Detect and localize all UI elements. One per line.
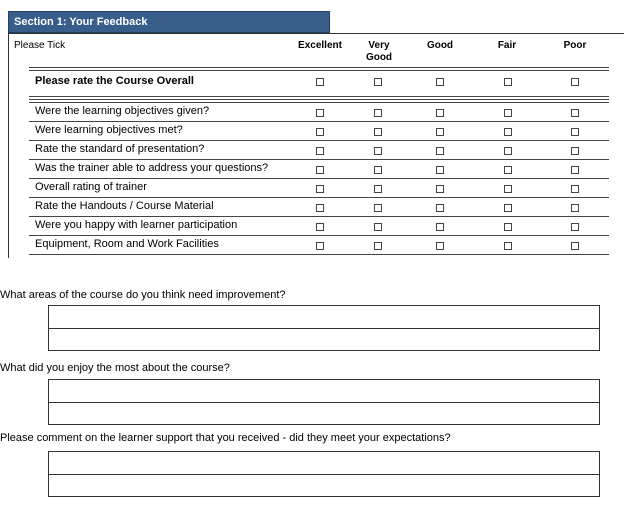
rating-checkbox-very-good[interactable]: [374, 166, 382, 174]
question-label: Were learning objectives met?: [35, 124, 183, 136]
rating-checkbox-good[interactable]: [436, 204, 444, 212]
answer-box[interactable]: [48, 451, 600, 497]
rating-checkbox-fair[interactable]: [504, 242, 512, 250]
question-label: Rate the standard of presentation?: [35, 143, 205, 155]
overall-checkbox-good[interactable]: [436, 78, 444, 86]
rating-checkbox-poor[interactable]: [571, 147, 579, 155]
column-header-excellent: Excellent: [298, 40, 342, 51]
answer-divider: [49, 474, 599, 475]
rating-checkbox-fair[interactable]: [504, 128, 512, 136]
rating-checkbox-excellent[interactable]: [316, 204, 324, 212]
rating-checkbox-poor[interactable]: [571, 223, 579, 231]
rating-checkbox-poor[interactable]: [571, 128, 579, 136]
rating-checkbox-good[interactable]: [436, 128, 444, 136]
rating-checkbox-very-good[interactable]: [374, 223, 382, 231]
question-label: Was the trainer able to address your questions?: [35, 162, 269, 174]
question-label: Equipment, Room and Work Facilities: [35, 238, 219, 250]
rating-checkbox-excellent[interactable]: [316, 166, 324, 174]
rating-checkbox-very-good[interactable]: [374, 242, 382, 250]
rating-checkbox-fair[interactable]: [504, 185, 512, 193]
rating-checkbox-excellent[interactable]: [316, 223, 324, 231]
rating-checkbox-good[interactable]: [436, 166, 444, 174]
rating-checkbox-excellent[interactable]: [316, 185, 324, 193]
table-left-border: [8, 33, 9, 258]
rating-checkbox-poor[interactable]: [571, 242, 579, 250]
rating-checkbox-poor[interactable]: [571, 166, 579, 174]
rating-checkbox-fair[interactable]: [504, 109, 512, 117]
open-question-label: What areas of the course do you think need improvement?: [0, 289, 286, 301]
rating-checkbox-very-good[interactable]: [374, 204, 382, 212]
open-question-label: Please comment on the learner support that you received - did they meet your expectations?: [0, 432, 451, 444]
rating-checkbox-very-good[interactable]: [374, 185, 382, 193]
rating-checkbox-very-good[interactable]: [374, 109, 382, 117]
rating-checkbox-very-good[interactable]: [374, 128, 382, 136]
rating-checkbox-fair[interactable]: [504, 223, 512, 231]
rating-checkbox-good[interactable]: [436, 109, 444, 117]
answer-box[interactable]: [48, 379, 600, 425]
column-header-poor: Poor: [563, 40, 587, 51]
rating-checkbox-good[interactable]: [436, 223, 444, 231]
overall-rating-label: Please rate the Course Overall: [35, 75, 194, 87]
rating-checkbox-excellent[interactable]: [316, 128, 324, 136]
rating-checkbox-good[interactable]: [436, 147, 444, 155]
row-rule: [29, 254, 609, 255]
column-header-fair: Fair: [497, 40, 517, 51]
question-label: Rate the Handouts / Course Material: [35, 200, 214, 212]
instruction-text: Please Tick: [14, 40, 66, 51]
rating-checkbox-fair[interactable]: [504, 166, 512, 174]
column-header-good: Good: [426, 40, 454, 51]
rating-checkbox-excellent[interactable]: [316, 147, 324, 155]
answer-divider: [49, 328, 599, 329]
rating-checkbox-poor[interactable]: [571, 185, 579, 193]
section-header: [8, 11, 330, 33]
question-label: Were you happy with learner participation: [35, 219, 238, 231]
overall-checkbox-excellent[interactable]: [316, 78, 324, 86]
rating-checkbox-good[interactable]: [436, 185, 444, 193]
rating-checkbox-poor[interactable]: [571, 109, 579, 117]
overall-top-rule: [29, 67, 609, 71]
question-label: Overall rating of trainer: [35, 181, 147, 193]
overall-checkbox-poor[interactable]: [571, 78, 579, 86]
section-title: Section 1: Your Feedback: [14, 16, 148, 28]
open-question-label: What did you enjoy the most about the course?: [0, 362, 230, 374]
overall-bottom-rule: [29, 96, 609, 100]
rating-checkbox-fair[interactable]: [504, 204, 512, 212]
question-label: Were the learning objectives given?: [35, 105, 210, 117]
rating-checkbox-fair[interactable]: [504, 147, 512, 155]
answer-divider: [49, 402, 599, 403]
answer-box[interactable]: [48, 305, 600, 351]
overall-checkbox-very-good[interactable]: [374, 78, 382, 86]
rating-checkbox-very-good[interactable]: [374, 147, 382, 155]
rating-checkbox-good[interactable]: [436, 242, 444, 250]
table-top-border: [8, 33, 624, 34]
column-header-very-good: Very Good: [365, 40, 393, 63]
rating-checkbox-excellent[interactable]: [316, 109, 324, 117]
rating-checkbox-excellent[interactable]: [316, 242, 324, 250]
overall-checkbox-fair[interactable]: [504, 78, 512, 86]
rating-checkbox-poor[interactable]: [571, 204, 579, 212]
